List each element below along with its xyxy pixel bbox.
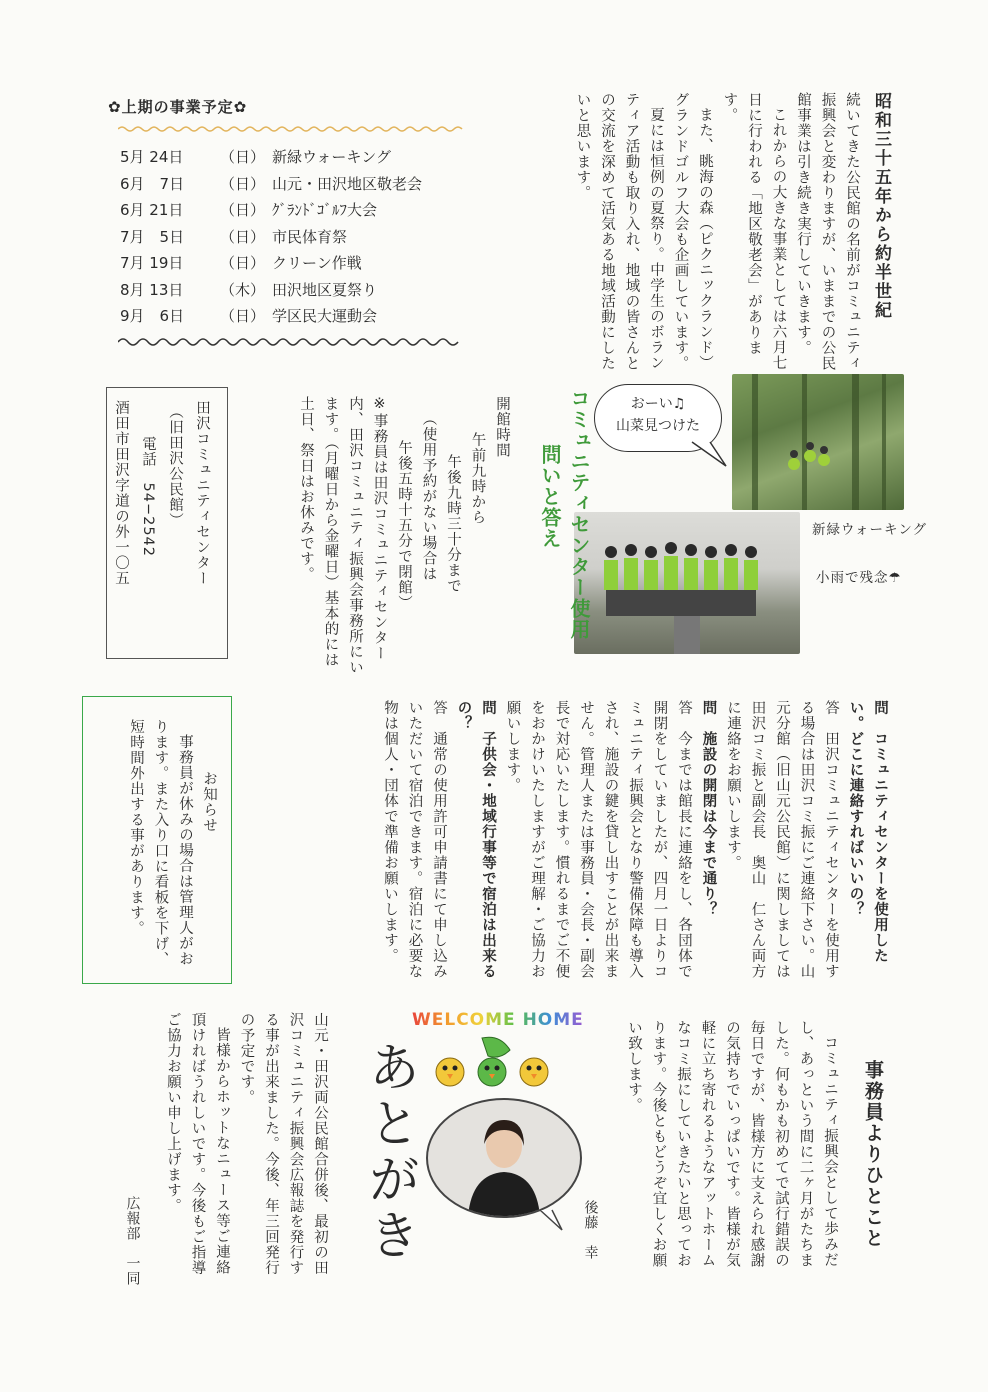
address-name: 田沢コミュニティセンター <box>194 400 210 586</box>
schedule-date: 9月 6日 <box>120 307 185 325</box>
intro-paragraph: また、眺海の森（ピクニックランド）グランドゴルフ大会も企画しています。 <box>672 92 713 371</box>
hours-note: 午後五時十五分で閉館） <box>396 439 412 610</box>
schedule-row <box>120 146 480 173</box>
bubble-text: 山菜見つけた <box>616 418 700 434</box>
intro-paragraph: 続いてきた公民館の名前がコミュニティ振興会と変わりますが、いままでの公民館事業は引き続き実行していきます。 <box>795 92 860 371</box>
photo-caption: 小雨で残念☂ <box>816 570 902 586</box>
schedule-title: ✿上期の事業予定✿ <box>108 98 248 116</box>
schedule-row <box>120 279 480 306</box>
schedule-date: 7月 5日 <box>120 227 185 246</box>
schedule-event: 田沢地区夏祭り <box>272 280 378 299</box>
intro-body <box>570 92 864 377</box>
wavy-divider <box>118 124 463 134</box>
qa-title <box>536 388 594 640</box>
schedule-day: （日） <box>220 201 266 219</box>
schedule-date: 7月 19日 <box>120 254 184 272</box>
schedule-day: （日） <box>220 307 266 325</box>
schedule-list <box>120 146 480 332</box>
qa-answer: 答 通常の使用許可申請書にて申し込みいただいて宿泊できます。宿泊に必要な物は個人・団体で準備お願いします。 <box>382 700 447 979</box>
intro-paragraph: 夏には恒例の夏祭り。中学生のボランティア活動も取り入れ、地域の皆さんとの交流を深めて活気ある地域活動にしたいと思います。 <box>574 92 664 371</box>
schedule-date: 8月 13日 <box>120 280 184 299</box>
schedule-event: 学区民大運動会 <box>272 307 378 325</box>
schedule-day: （日） <box>220 254 266 272</box>
address-box <box>106 387 228 659</box>
welcome-title <box>412 1010 584 1030</box>
staff-heading: 事務員よりひとこと <box>862 1060 884 1249</box>
address-text <box>107 400 215 650</box>
schedule-date: 6月 21日 <box>120 201 184 219</box>
afterword-signature: 広報部 一同 <box>124 1196 141 1286</box>
hours-label: 開館時間 <box>494 396 510 458</box>
qa-question: 問 子供会・地域行事等で宿泊は出来るの？ <box>455 700 496 979</box>
address-phone: 電話 54−2542 <box>140 436 156 558</box>
portrait-tail <box>536 1208 566 1232</box>
schedule-date: 5月 24日 <box>120 148 184 166</box>
intro-paragraph: これからの大きな事業としては六月七日に行われる「地区敬老会」があります。 <box>721 92 787 370</box>
afterword-body <box>165 1012 332 1282</box>
schedule-row <box>120 199 480 226</box>
hours-block <box>244 396 514 681</box>
notice-title: お知らせ <box>201 771 217 833</box>
qa-answer: 答 田沢コミュニティセンターを使用する場合は田沢コミ振にご連絡下さい。山元分館（旧山元公民館）に関しましては田沢コミ振と副会長 奥山 仁さん両方に連絡をお願いします。 <box>725 700 839 979</box>
address-location: 酒田市田沢字道の外一〇五 <box>113 400 129 586</box>
bubble-text: おーい♫ <box>630 396 686 412</box>
schedule-event: ｸﾞﾗﾝﾄﾞｺﾞﾙﾌ大会 <box>272 201 378 219</box>
intro-article <box>496 92 894 382</box>
walking-photo-group <box>574 512 800 654</box>
notice-box <box>82 696 232 984</box>
afterword-paragraph: 皆様からホットなニュース等ご連絡頂ければうれしいです。今後もご指導ご協力お願い申し上げます。 <box>165 1012 230 1276</box>
afterword-paragraph: 山元・田沢両公民館合併後、最初の田沢コミュニティ振興会広報誌を発行する事が出来ました。今後、年三回発行の予定です。 <box>238 1012 328 1276</box>
schedule-event: 市民体育祭 <box>272 227 348 246</box>
schedule-row <box>120 252 480 279</box>
hours-from: 午前九時から <box>469 432 486 526</box>
qa-answer: 答 今までは館長に連絡をし、各団体で開閉をしていましたが、四月一日よりコミュニティ振興会となり警備保障も導入され、施設の鍵を貸し出すことが出来ません。管理人または事務員・会長・副会長で対応いたします。慣れるまでご不便をおかけいたしますがご理解・ご協力お願いします。 <box>504 700 692 979</box>
schedule-day: （日） <box>220 148 266 166</box>
qa-question: 問 施設の開閉は今まで通り？ <box>700 700 717 917</box>
hours-to: 午後九時三十分まで <box>445 454 461 594</box>
hours-note: （使用予約がない場合は <box>420 410 437 581</box>
schedule-row <box>120 226 480 253</box>
wavy-divider <box>118 336 463 348</box>
notice-body: 事務員が休みの場合は管理人がおります。また入り口に看板を下げ、短時間外出する事があります。 <box>128 719 193 967</box>
photo-caption: 新緑ウォーキング <box>812 522 928 538</box>
qa-title-line: 問いと答え <box>538 444 562 549</box>
schedule-event: 山元・田沢地区敬老会 <box>272 174 423 193</box>
schedule-date: 6月 7日 <box>120 174 185 193</box>
bubble-tail <box>690 440 730 470</box>
qa-question: 問 コミュニティセンターを使用したい。どこに連絡すればいいの？ <box>847 700 888 964</box>
staff-portrait <box>426 1098 582 1218</box>
walking-photo-forest <box>732 374 904 510</box>
afterword-title: あとがき <box>359 1040 419 1264</box>
schedule-event: クリーン作戦 <box>272 254 362 272</box>
staff-author: 後藤 幸 <box>582 1200 599 1260</box>
welcome-text: WELCOME HOME <box>412 1010 584 1030</box>
schedule-day: （日） <box>220 174 266 193</box>
schedule-row <box>120 305 480 332</box>
schedule-day: （木） <box>220 280 266 299</box>
intro-heading: 昭和三十五年から約半世紀 <box>871 92 891 320</box>
schedule-row <box>120 173 480 200</box>
qa-body <box>232 700 892 990</box>
address-former: （旧田沢公民館） <box>167 404 183 529</box>
schedule-day: （日） <box>220 227 266 246</box>
staff-body: コミュニティ振興会として歩みだし、あっという間に二ヶ月がたちました。何もかも初めてで試行錯誤の毎日ですが、皆様方に支えられ感謝の気持ちでいっぱいです。皆様が気軽に立ち寄れるようなアットホームなコミ振にしていきたいと思っております。今後ともどうぞ宜しくお願い致します。 <box>626 1020 838 1268</box>
bird-mascots-icon <box>430 1036 560 1092</box>
qa-title-line: コミュニティセンター使用 <box>567 388 591 640</box>
schedule-event: 新緑ウォーキング <box>272 148 391 166</box>
hours-staff-note: ※事務員は田沢コミュニティセンター内、田沢コミュニティ振興会事務所にいます。（月曜日から金曜日）基本的には土日、祭日はお休みです。 <box>298 396 388 675</box>
